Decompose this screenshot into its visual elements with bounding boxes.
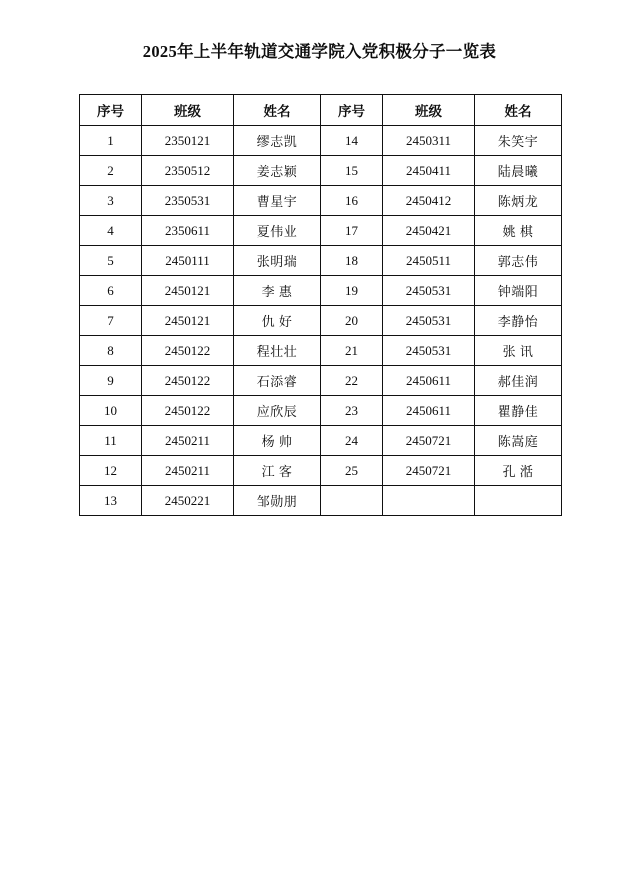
table-row	[80, 216, 562, 246]
page-title: 2025年上半年轨道交通学院入党积极分子一览表	[142, 42, 497, 61]
column-header-class-left: 班级	[142, 95, 234, 126]
table-header	[80, 95, 562, 126]
table-row	[80, 486, 562, 516]
cell-class-right: 2450412	[383, 186, 475, 216]
cell-class-left: 2450121	[142, 306, 234, 336]
cell-name-left: 李 惠	[234, 276, 321, 306]
cell-class-left: 2450122	[142, 366, 234, 396]
cell-seq-right: 23	[321, 396, 383, 426]
cell-seq-left: 11	[80, 426, 142, 456]
table-row	[80, 336, 562, 366]
table-header-row	[80, 95, 562, 126]
table-body	[80, 126, 562, 516]
column-header-name-left: 姓名	[234, 95, 321, 126]
cell-seq-right: 25	[321, 456, 383, 486]
cell-seq-right: 16	[321, 186, 383, 216]
cell-seq-left: 8	[80, 336, 142, 366]
cell-class-left: 2450121	[142, 276, 234, 306]
cell-class-right-empty	[383, 486, 475, 516]
table-row	[80, 246, 562, 276]
table-row	[80, 156, 562, 186]
cell-name-right-empty	[475, 486, 562, 516]
cell-seq-left: 9	[80, 366, 142, 396]
cell-name-left: 应欣辰	[234, 396, 321, 426]
cell-class-right: 2450411	[383, 156, 475, 186]
cell-name-left: 江 客	[234, 456, 321, 486]
cell-class-right: 2450531	[383, 336, 475, 366]
cell-class-left: 2450221	[142, 486, 234, 516]
table-row	[80, 126, 562, 156]
cell-class-right: 2450311	[383, 126, 475, 156]
cell-class-left: 2350121	[142, 126, 234, 156]
cell-seq-left: 1	[80, 126, 142, 156]
cell-name-left: 石添睿	[234, 366, 321, 396]
table-row	[80, 396, 562, 426]
cell-class-left: 2450122	[142, 396, 234, 426]
cell-name-left: 夏伟业	[234, 216, 321, 246]
roster-table-container	[79, 94, 561, 516]
cell-seq-left: 10	[80, 396, 142, 426]
cell-class-right: 2450531	[383, 306, 475, 336]
cell-class-right: 2450511	[383, 246, 475, 276]
cell-seq-left: 5	[80, 246, 142, 276]
cell-name-right: 李静怡	[475, 306, 562, 336]
column-header-class-right: 班级	[383, 95, 475, 126]
cell-seq-right: 17	[321, 216, 383, 246]
column-header-seq-right: 序号	[321, 95, 383, 126]
cell-seq-left: 12	[80, 456, 142, 486]
cell-seq-right: 18	[321, 246, 383, 276]
cell-class-left: 2450211	[142, 426, 234, 456]
cell-class-left: 2350531	[142, 186, 234, 216]
table-row	[80, 186, 562, 216]
cell-class-right: 2450611	[383, 366, 475, 396]
table-row	[80, 456, 562, 486]
cell-class-right: 2450421	[383, 216, 475, 246]
cell-seq-left: 13	[80, 486, 142, 516]
cell-name-left: 缪志凯	[234, 126, 321, 156]
cell-name-right: 陈嵩庭	[475, 426, 562, 456]
cell-seq-left: 3	[80, 186, 142, 216]
cell-class-left: 2450211	[142, 456, 234, 486]
table-row	[80, 366, 562, 396]
cell-seq-right-empty	[321, 486, 383, 516]
cell-name-right: 陆晨曦	[475, 156, 562, 186]
cell-name-left: 程壮壮	[234, 336, 321, 366]
cell-class-left: 2350512	[142, 156, 234, 186]
cell-class-left: 2450122	[142, 336, 234, 366]
cell-class-right: 2450531	[383, 276, 475, 306]
cell-class-left: 2350611	[142, 216, 234, 246]
cell-name-left: 姜志颖	[234, 156, 321, 186]
cell-class-right: 2450611	[383, 396, 475, 426]
table-row	[80, 276, 562, 306]
cell-seq-right: 19	[321, 276, 383, 306]
cell-name-right: 钟端阳	[475, 276, 562, 306]
table-row	[80, 426, 562, 456]
roster-table	[79, 94, 562, 516]
cell-name-left: 杨 帅	[234, 426, 321, 456]
cell-name-right: 瞿静佳	[475, 396, 562, 426]
cell-name-left: 仇 好	[234, 306, 321, 336]
cell-seq-right: 15	[321, 156, 383, 186]
cell-class-left: 2450111	[142, 246, 234, 276]
cell-seq-left: 4	[80, 216, 142, 246]
cell-seq-right: 22	[321, 366, 383, 396]
cell-name-right: 姚 棋	[475, 216, 562, 246]
cell-seq-right: 24	[321, 426, 383, 456]
column-header-name-right: 姓名	[475, 95, 562, 126]
table-row	[80, 306, 562, 336]
cell-seq-left: 6	[80, 276, 142, 306]
cell-name-left: 邹勋朋	[234, 486, 321, 516]
cell-seq-right: 14	[321, 126, 383, 156]
cell-seq-right: 20	[321, 306, 383, 336]
cell-name-right: 郭志伟	[475, 246, 562, 276]
cell-name-left: 曹星宇	[234, 186, 321, 216]
cell-name-right: 朱笑宇	[475, 126, 562, 156]
cell-seq-left: 7	[80, 306, 142, 336]
cell-seq-right: 21	[321, 336, 383, 366]
cell-name-right: 孔 湉	[475, 456, 562, 486]
column-header-seq-left: 序号	[80, 95, 142, 126]
cell-seq-left: 2	[80, 156, 142, 186]
cell-name-left: 张明瑞	[234, 246, 321, 276]
cell-name-right: 陈炳龙	[475, 186, 562, 216]
cell-name-right: 张 讯	[475, 336, 562, 366]
cell-class-right: 2450721	[383, 456, 475, 486]
cell-name-right: 郝佳润	[475, 366, 562, 396]
cell-class-right: 2450721	[383, 426, 475, 456]
